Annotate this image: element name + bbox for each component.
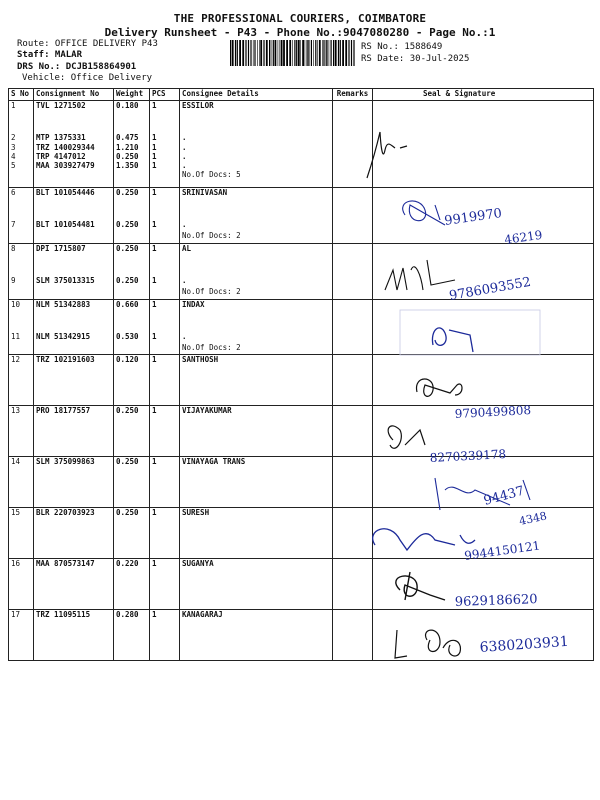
col-consignee: Consignee Details — [180, 89, 333, 101]
sig-cell — [373, 343, 594, 355]
barcode-bar — [298, 40, 300, 66]
signature-cell — [373, 300, 594, 332]
pcs-cell: 1 — [150, 300, 180, 332]
signature-cell — [373, 406, 594, 457]
sno-cell: 2 — [9, 133, 34, 143]
table-row — [9, 220, 594, 231]
signature-cell — [373, 276, 594, 287]
col-sno: S No — [9, 89, 34, 101]
pcs-cell: 1 — [150, 508, 180, 559]
consignment-cell: NLM 51342883 — [34, 300, 114, 332]
sig-phone-12: 9790499808 — [454, 403, 532, 421]
table-row — [9, 508, 594, 559]
weight-cell: 0.250 — [114, 244, 150, 276]
pcs-cell: 1 — [150, 152, 180, 161]
barcode-bar — [269, 40, 270, 66]
remarks-cell — [333, 406, 373, 457]
sno-cell: 17 — [9, 610, 34, 661]
signature-cell — [373, 244, 594, 276]
barcode-bar — [245, 40, 246, 66]
signature-cell — [373, 355, 594, 406]
sno-cell: 4 — [9, 152, 34, 161]
consignment-cell: TVL 1271502 — [34, 101, 114, 133]
sno-cell: 16 — [9, 559, 34, 610]
signature-cell — [373, 143, 594, 152]
sig-cell — [373, 287, 594, 300]
consignee-cell: VIJAYAKUMAR — [180, 406, 333, 457]
pcs-cell — [150, 343, 180, 355]
col-pcs: PCS — [150, 89, 180, 101]
weight-cell: 0.280 — [114, 610, 150, 661]
weight-cell: 0.250 — [114, 276, 150, 287]
barcode-bar — [250, 40, 251, 66]
sno-cell — [9, 231, 34, 244]
pcs-cell: 1 — [150, 559, 180, 610]
table-row — [9, 300, 594, 332]
consignee-cell: . — [180, 133, 333, 143]
table-row — [9, 406, 594, 457]
barcode-bar — [230, 40, 231, 66]
sno-cell: 8 — [9, 244, 34, 276]
consignee-cell: SUGANYA — [180, 559, 333, 610]
table-row — [9, 332, 594, 343]
weight-cell: 0.250 — [114, 406, 150, 457]
consignee-cell: . — [180, 220, 333, 231]
consignment-cell: MTP 1375331 — [34, 133, 114, 143]
weight-cell: 0.250 — [114, 508, 150, 559]
docs-cell: No.Of Docs: 5 — [180, 170, 333, 188]
docs-cell: No.Of Docs: 2 — [180, 343, 333, 355]
remarks-cell — [333, 457, 373, 508]
signature-cell — [373, 610, 594, 661]
barcode-bar — [315, 40, 316, 66]
signature-cell — [373, 101, 594, 133]
docs-cell: No.Of Docs: 2 — [180, 231, 333, 244]
barcode-bar — [278, 40, 279, 66]
pcs-cell: 1 — [150, 457, 180, 508]
pcs-cell: 1 — [150, 101, 180, 133]
consignment-cell: PRO 18177557 — [34, 406, 114, 457]
signature-cell — [373, 220, 594, 231]
rs-number: RS No.: 1588649 — [361, 42, 443, 52]
barcode-bar — [237, 40, 238, 66]
consignee-cell: INDAX — [180, 300, 333, 332]
table-row — [9, 276, 594, 287]
runsheet-title: Delivery Runsheet - P43 - Phone No.:9047080280 - Page No.:1 — [104, 26, 496, 39]
consignment-cell: BLT 101054481 — [34, 220, 114, 231]
remarks-cell — [333, 133, 373, 143]
sno-cell: 6 — [9, 188, 34, 220]
sno-cell — [9, 170, 34, 188]
pcs-cell — [150, 170, 180, 188]
barcode-bar — [322, 40, 323, 66]
consignment-cell: SLM 375099863 — [34, 457, 114, 508]
sig-phone-17: 6380203931 — [479, 633, 570, 656]
barcode-bar — [283, 40, 285, 66]
cn-cell — [34, 287, 114, 300]
table-row — [9, 143, 594, 152]
docs-count-row — [9, 343, 594, 355]
barcode-bar — [307, 40, 308, 66]
barcode-bar — [248, 40, 249, 66]
signature-cell — [373, 161, 594, 170]
barcode-bar — [286, 40, 288, 66]
barcode-bar — [253, 40, 254, 66]
col-signature: Seal & Signature — [373, 89, 594, 101]
barcode-bar — [292, 40, 293, 66]
sno-cell: 9 — [9, 276, 34, 287]
consignment-cell: DPI 1715807 — [34, 244, 114, 276]
barcode-bar — [313, 40, 314, 66]
pcs-cell: 1 — [150, 244, 180, 276]
weight-cell: 1.350 — [114, 161, 150, 170]
consignee-cell: . — [180, 143, 333, 152]
sno-cell — [9, 287, 34, 300]
sig-cell — [373, 170, 594, 188]
staff-text: Staff: MALAR — [17, 50, 83, 60]
consignee-cell: ESSILOR — [180, 101, 333, 133]
barcode-bar — [266, 40, 268, 66]
sno-cell: 7 — [9, 220, 34, 231]
cn-cell — [34, 231, 114, 244]
consignment-cell: TRZ 102191603 — [34, 355, 114, 406]
col-consignment: Consignment No — [34, 89, 114, 101]
pcs-cell: 1 — [150, 220, 180, 231]
table-row — [9, 161, 594, 170]
weight-cell: 0.220 — [114, 559, 150, 610]
cn-cell — [34, 343, 114, 355]
consignee-cell: . — [180, 332, 333, 343]
barcode-bar — [305, 40, 306, 66]
weight-cell: 1.210 — [114, 143, 150, 152]
consignee-cell: SANTHOSH — [180, 355, 333, 406]
pcs-cell: 1 — [150, 610, 180, 661]
weight-cell: 0.250 — [114, 152, 150, 161]
barcode-bar — [254, 40, 255, 66]
consignee-cell: KANAGARAJ — [180, 610, 333, 661]
barcode-bar — [326, 40, 327, 66]
consignment-cell: TRZ 140029344 — [34, 143, 114, 152]
consignee-cell: . — [180, 276, 333, 287]
pcs-cell: 1 — [150, 161, 180, 170]
barcode-bar — [345, 40, 347, 66]
barcode-bar — [327, 40, 328, 66]
barcode-bar — [311, 40, 312, 66]
weight-cell: 0.475 — [114, 133, 150, 143]
remarks-cell — [333, 343, 373, 355]
barcode-bar — [239, 40, 241, 66]
remarks-cell — [333, 559, 373, 610]
weight-cell: 0.180 — [114, 101, 150, 133]
signature-cell — [373, 332, 594, 343]
barcode-bar — [353, 40, 354, 66]
remarks-cell — [333, 170, 373, 188]
barcode-bar — [342, 40, 344, 66]
cn-cell — [34, 170, 114, 188]
consignment-cell: TRP 4147012 — [34, 152, 114, 161]
weight-cell: 0.530 — [114, 332, 150, 343]
table-row — [9, 101, 594, 133]
pcs-cell: 1 — [150, 355, 180, 406]
pcs-cell: 1 — [150, 406, 180, 457]
table-row — [9, 559, 594, 610]
signature-cell — [373, 508, 594, 559]
barcode — [230, 40, 355, 66]
company-name: THE PROFESSIONAL COURIERS, COIMBATORE — [173, 12, 427, 25]
wt-cell — [114, 170, 150, 188]
sig-phone-13: 8270339178 — [429, 447, 507, 465]
table-row — [9, 133, 594, 143]
table-row — [9, 355, 594, 406]
barcode-bar — [289, 40, 291, 66]
barcode-bar — [308, 40, 309, 66]
sno-cell: 11 — [9, 332, 34, 343]
sig-phone-14b: 4348 — [517, 509, 549, 528]
consignment-cell: MAA 303927479 — [34, 161, 114, 170]
docs-count-row — [9, 231, 594, 244]
barcode-bar — [273, 40, 274, 66]
remarks-cell — [333, 244, 373, 276]
consignment-cell: BLR 220703923 — [34, 508, 114, 559]
consignee-cell: . — [180, 161, 333, 170]
col-weight: Weight — [114, 89, 150, 101]
sig-phone-8: 9786093552 — [448, 274, 533, 304]
wt-cell — [114, 287, 150, 300]
sig-phone-6b: 46219 — [503, 227, 544, 247]
barcode-bar — [257, 40, 258, 66]
remarks-cell — [333, 332, 373, 343]
barcode-bar — [340, 40, 341, 66]
consignee-cell: . — [180, 152, 333, 161]
consignee-cell: SURESH — [180, 508, 333, 559]
pcs-cell: 1 — [150, 133, 180, 143]
sno-cell: 10 — [9, 300, 34, 332]
sno-cell: 14 — [9, 457, 34, 508]
pcs-cell — [150, 231, 180, 244]
barcode-bar — [232, 40, 234, 66]
wt-cell — [114, 343, 150, 355]
barcode-bar — [296, 40, 297, 66]
sno-cell: 13 — [9, 406, 34, 457]
barcode-bar — [324, 40, 325, 66]
table-row — [9, 188, 594, 220]
sno-cell: 5 — [9, 161, 34, 170]
col-remarks: Remarks — [333, 89, 373, 101]
consignee-cell: AL — [180, 244, 333, 276]
sig-phone-15: 9944150121 — [463, 538, 542, 563]
table-row — [9, 244, 594, 276]
barcode-bar — [323, 40, 324, 66]
vehicle-text: Vehicle: Office Delivery — [22, 73, 153, 83]
sig-phone-14: 94437 — [482, 483, 526, 509]
weight-cell: 0.250 — [114, 220, 150, 231]
barcode-bar — [242, 40, 244, 66]
barcode-bar — [271, 40, 272, 66]
barcode-bar — [351, 40, 352, 66]
weight-cell: 0.660 — [114, 300, 150, 332]
consignee-cell: VINAYAGA TRANS — [180, 457, 333, 508]
sno-cell: 12 — [9, 355, 34, 406]
remarks-cell — [333, 220, 373, 231]
table-row — [9, 152, 594, 161]
remarks-cell — [333, 152, 373, 161]
drs-number: DRS No.: DCJB158864901 — [17, 62, 137, 72]
barcode-bar — [348, 40, 349, 66]
pcs-cell: 1 — [150, 143, 180, 152]
barcode-bar — [335, 40, 337, 66]
consignment-cell: SLM 375013315 — [34, 276, 114, 287]
sno-cell: 15 — [9, 508, 34, 559]
table-header — [9, 89, 594, 101]
barcode-bar — [280, 40, 281, 66]
consignment-cell: TRZ 11095115 — [34, 610, 114, 661]
pcs-cell: 1 — [150, 188, 180, 220]
barcode-bar — [255, 40, 256, 66]
sno-cell: 1 — [9, 101, 34, 133]
signature-cell — [373, 559, 594, 610]
barcode-bar — [235, 40, 236, 66]
barcode-bar — [302, 40, 304, 66]
remarks-cell — [333, 161, 373, 170]
table-row — [9, 610, 594, 661]
consignment-cell: NLM 51342915 — [34, 332, 114, 343]
weight-cell: 0.120 — [114, 355, 150, 406]
sno-cell — [9, 343, 34, 355]
remarks-cell — [333, 300, 373, 332]
weight-cell: 0.250 — [114, 188, 150, 220]
consignment-cell: BLT 101054446 — [34, 188, 114, 220]
barcode-bar — [300, 40, 301, 66]
barcode-bar — [260, 40, 262, 66]
pcs-cell: 1 — [150, 276, 180, 287]
consignment-cell: MAA 870573147 — [34, 559, 114, 610]
barcode-bar — [281, 40, 283, 66]
pcs-cell — [150, 287, 180, 300]
remarks-cell — [333, 101, 373, 133]
runsheet-table — [8, 88, 594, 661]
route-text: Route: OFFICE DELIVERY P43 — [17, 39, 158, 49]
remarks-cell — [333, 143, 373, 152]
barcode-bar — [319, 40, 321, 66]
remarks-cell — [333, 355, 373, 406]
sig-cell — [373, 231, 594, 244]
wt-cell — [114, 231, 150, 244]
remarks-cell — [333, 610, 373, 661]
signature-cell — [373, 152, 594, 161]
signature-cell — [373, 457, 594, 508]
barcode-bar — [294, 40, 295, 66]
sig-phone-16: 9629186620 — [454, 592, 538, 610]
rs-date: RS Date: 30-Jul-2025 — [361, 54, 470, 64]
table-row — [9, 457, 594, 508]
barcode-bar — [259, 40, 260, 66]
barcode-bar — [338, 40, 339, 66]
barcode-bar — [317, 40, 318, 66]
docs-count-row — [9, 170, 594, 188]
signature-cell — [373, 188, 594, 220]
docs-count-row — [9, 287, 594, 300]
remarks-cell — [333, 231, 373, 244]
remarks-cell — [333, 188, 373, 220]
barcode-bar — [263, 40, 264, 66]
barcode-bar — [275, 40, 277, 66]
consignee-cell: SRINIVASAN — [180, 188, 333, 220]
remarks-cell — [333, 508, 373, 559]
sig-phone-6: 9919970 — [443, 206, 503, 229]
remarks-cell — [333, 287, 373, 300]
barcode-bar — [331, 40, 332, 66]
barcode-bar — [333, 40, 334, 66]
docs-cell: No.Of Docs: 2 — [180, 287, 333, 300]
sno-cell: 3 — [9, 143, 34, 152]
weight-cell: 0.250 — [114, 457, 150, 508]
barcode-bar — [329, 40, 330, 66]
remarks-cell — [333, 276, 373, 287]
pcs-cell: 1 — [150, 332, 180, 343]
signature-cell — [373, 133, 594, 143]
